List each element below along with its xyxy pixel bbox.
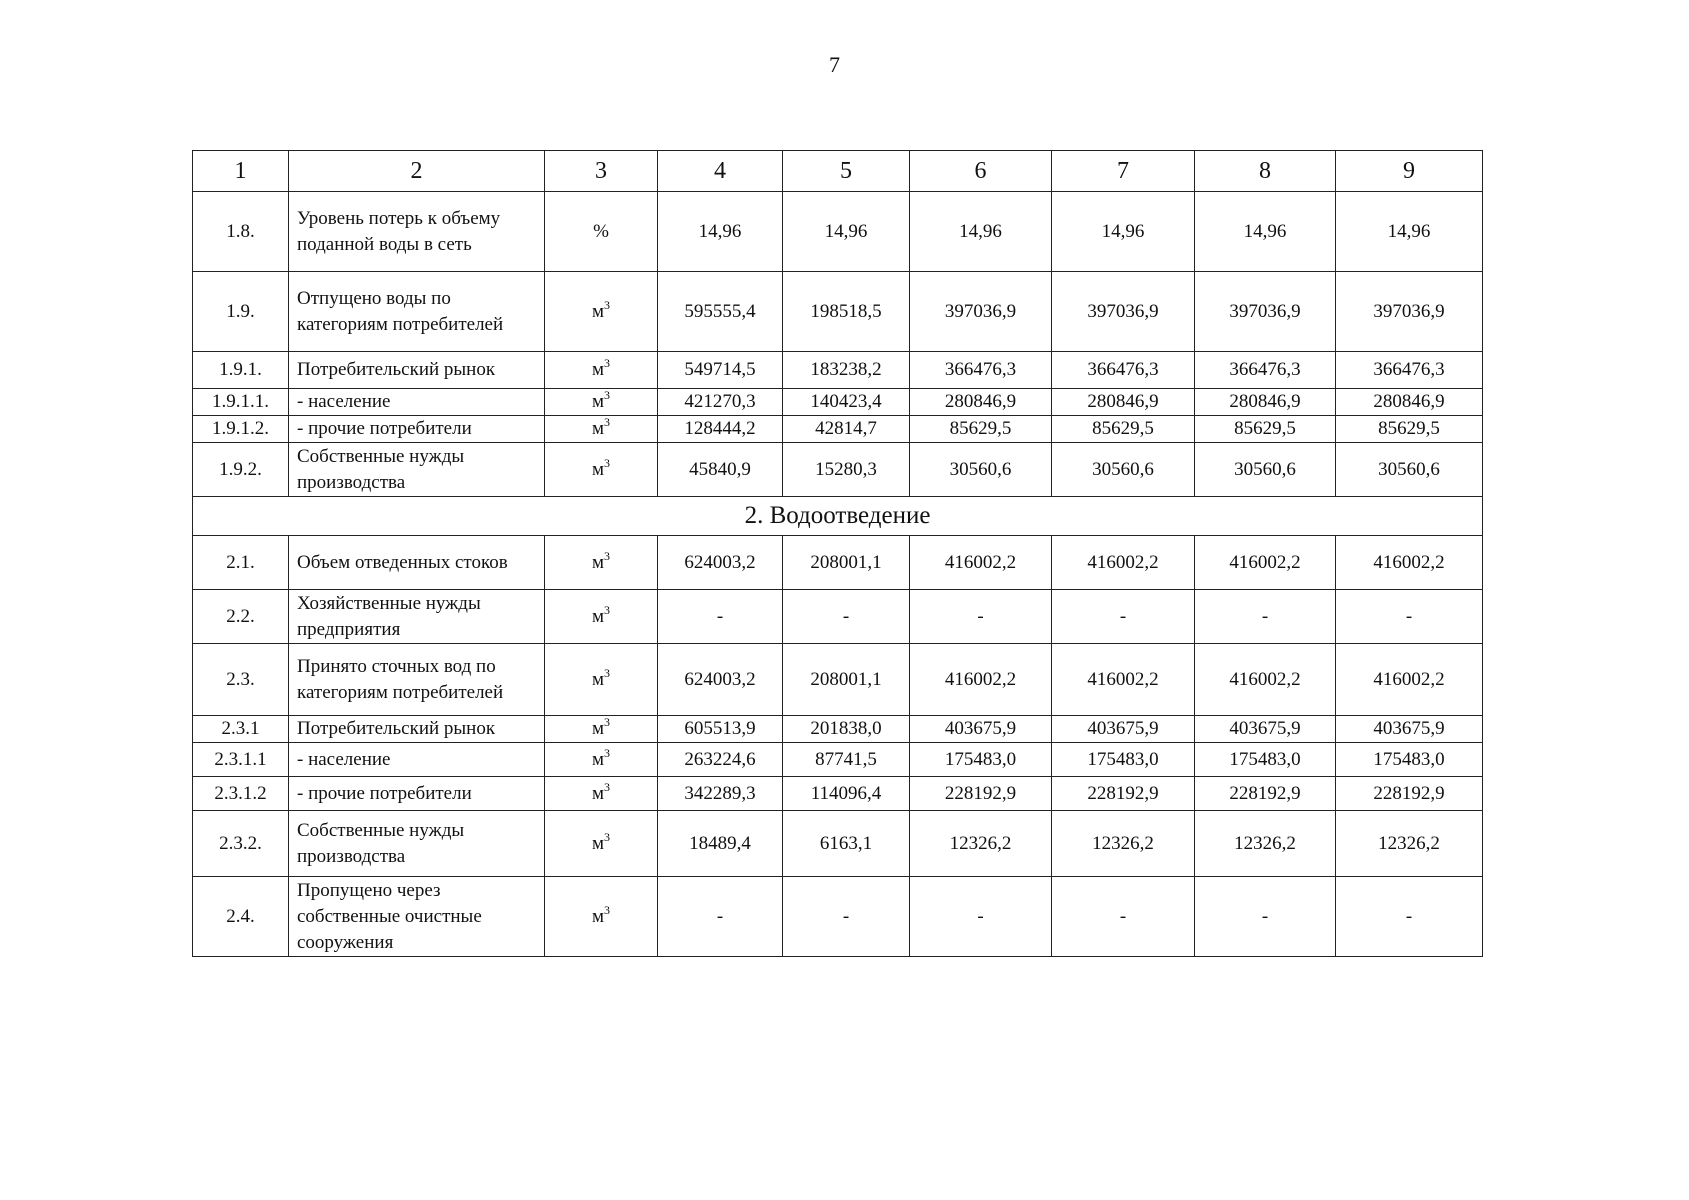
value-cell: 12326,2 bbox=[1052, 811, 1195, 877]
unit-text: м bbox=[591, 551, 605, 573]
unit-superscript: 3 bbox=[604, 829, 611, 844]
table-row bbox=[193, 590, 1483, 644]
value-cell: 280846,9 bbox=[1195, 389, 1336, 416]
value-cell: 114096,4 bbox=[783, 777, 910, 811]
value-cell: 30560,6 bbox=[1052, 443, 1195, 497]
value-cell: - bbox=[1336, 877, 1483, 957]
value-cell: 416002,2 bbox=[1195, 536, 1336, 590]
unit-text: м bbox=[591, 418, 605, 439]
unit-superscript: 3 bbox=[604, 902, 611, 917]
row-name: Потребительский рынок bbox=[289, 716, 545, 743]
header-cell: 9 bbox=[1336, 151, 1483, 192]
value-cell: 416002,2 bbox=[1052, 644, 1195, 716]
value-cell: 85629,5 bbox=[1052, 416, 1195, 443]
row-number: 2.2. bbox=[193, 590, 289, 644]
table-row bbox=[193, 272, 1483, 352]
unit-text: м bbox=[591, 905, 605, 927]
unit-text: м bbox=[591, 458, 605, 480]
value-cell: - bbox=[783, 590, 910, 644]
value-cell: 12326,2 bbox=[1336, 811, 1483, 877]
value-cell: 201838,0 bbox=[783, 716, 910, 743]
value-cell: 14,96 bbox=[1052, 192, 1195, 272]
value-cell: - bbox=[1052, 590, 1195, 644]
row-unit bbox=[545, 192, 658, 272]
value-cell: 14,96 bbox=[658, 192, 783, 272]
value-cell: 30560,6 bbox=[910, 443, 1052, 497]
row-unit bbox=[545, 272, 658, 352]
value-cell: 14,96 bbox=[783, 192, 910, 272]
value-cell: 128444,2 bbox=[658, 416, 783, 443]
value-cell: 183238,2 bbox=[783, 352, 910, 389]
unit-superscript: 3 bbox=[604, 745, 611, 760]
unit-superscript: 3 bbox=[604, 548, 611, 563]
unit-text: м bbox=[591, 718, 605, 739]
value-cell: 366476,3 bbox=[910, 352, 1052, 389]
header-cell: 8 bbox=[1195, 151, 1336, 192]
value-cell: 397036,9 bbox=[1336, 272, 1483, 352]
row-number: 2.3.2. bbox=[193, 811, 289, 877]
row-unit bbox=[545, 811, 658, 877]
unit-text: м bbox=[591, 391, 605, 412]
header-cell: 6 bbox=[910, 151, 1052, 192]
row-number: 2.1. bbox=[193, 536, 289, 590]
header-cell: 1 bbox=[193, 151, 289, 192]
value-cell: - bbox=[1195, 877, 1336, 957]
value-cell: 12326,2 bbox=[910, 811, 1052, 877]
unit-text: м bbox=[591, 748, 605, 770]
table-row bbox=[193, 389, 1483, 416]
table-row bbox=[193, 743, 1483, 777]
value-cell: 85629,5 bbox=[1195, 416, 1336, 443]
value-cell: 30560,6 bbox=[1195, 443, 1336, 497]
row-name: Уровень потерь к объему поданной воды в сеть bbox=[289, 192, 545, 272]
header-cell: 2 bbox=[289, 151, 545, 192]
value-cell: 416002,2 bbox=[1336, 536, 1483, 590]
row-number: 2.4. bbox=[193, 877, 289, 957]
value-cell: 14,96 bbox=[1336, 192, 1483, 272]
table-row bbox=[193, 192, 1483, 272]
value-cell: 403675,9 bbox=[1052, 716, 1195, 743]
value-cell: 366476,3 bbox=[1052, 352, 1195, 389]
header-cell: 4 bbox=[658, 151, 783, 192]
value-cell: 6163,1 bbox=[783, 811, 910, 877]
row-unit bbox=[545, 644, 658, 716]
value-cell: 228192,9 bbox=[1052, 777, 1195, 811]
value-cell: 87741,5 bbox=[783, 743, 910, 777]
unit-superscript: 3 bbox=[604, 356, 611, 370]
value-cell: 416002,2 bbox=[910, 536, 1052, 590]
row-unit bbox=[545, 777, 658, 811]
unit-superscript: 3 bbox=[604, 665, 611, 680]
row-number: 1.8. bbox=[193, 192, 289, 272]
unit-superscript: 3 bbox=[604, 297, 611, 312]
row-unit bbox=[545, 443, 658, 497]
value-cell: 175483,0 bbox=[1052, 743, 1195, 777]
value-cell: 42814,7 bbox=[783, 416, 910, 443]
table-header-row bbox=[193, 151, 1483, 192]
table-row bbox=[193, 811, 1483, 877]
value-cell: 397036,9 bbox=[1052, 272, 1195, 352]
row-name: Принято сточных вод по категориям потребителей bbox=[289, 644, 545, 716]
table-row bbox=[193, 877, 1483, 957]
row-unit bbox=[545, 743, 658, 777]
unit-text: м bbox=[591, 832, 605, 854]
value-cell: 397036,9 bbox=[1195, 272, 1336, 352]
value-cell: 403675,9 bbox=[1195, 716, 1336, 743]
row-number: 2.3.1 bbox=[193, 716, 289, 743]
table-row bbox=[193, 352, 1483, 389]
value-cell: 228192,9 bbox=[910, 777, 1052, 811]
value-cell: 228192,9 bbox=[1336, 777, 1483, 811]
table-row bbox=[193, 777, 1483, 811]
sewage-rows bbox=[193, 536, 1483, 957]
row-number: 2.3.1.1 bbox=[193, 743, 289, 777]
row-number: 2.3.1.2 bbox=[193, 777, 289, 811]
value-cell: 421270,3 bbox=[658, 389, 783, 416]
value-cell: 45840,9 bbox=[658, 443, 783, 497]
value-cell: 549714,5 bbox=[658, 352, 783, 389]
row-name: Собственные нужды производства bbox=[289, 443, 545, 497]
value-cell: 12326,2 bbox=[1195, 811, 1336, 877]
row-unit bbox=[545, 389, 658, 416]
value-cell: - bbox=[1336, 590, 1483, 644]
row-name: Потребительский рынок bbox=[289, 352, 545, 389]
value-cell: 140423,4 bbox=[783, 389, 910, 416]
value-cell: 30560,6 bbox=[1336, 443, 1483, 497]
value-cell: 280846,9 bbox=[1052, 389, 1195, 416]
header-cell: 3 bbox=[545, 151, 658, 192]
unit-superscript: 3 bbox=[604, 415, 611, 429]
value-cell: - bbox=[1195, 590, 1336, 644]
section-title: 2. Водоотведение bbox=[193, 497, 1483, 536]
value-cell: 14,96 bbox=[910, 192, 1052, 272]
value-cell: 416002,2 bbox=[910, 644, 1052, 716]
unit-superscript: 3 bbox=[604, 715, 611, 729]
value-cell: 624003,2 bbox=[658, 536, 783, 590]
row-name: - прочие потребители bbox=[289, 777, 545, 811]
row-name: - население bbox=[289, 743, 545, 777]
row-name: Отпущено воды по категориям потребителей bbox=[289, 272, 545, 352]
value-cell: 342289,3 bbox=[658, 777, 783, 811]
section-row bbox=[193, 497, 1483, 536]
water-supply-rows bbox=[193, 192, 1483, 497]
value-cell: 198518,5 bbox=[783, 272, 910, 352]
row-name: Хозяйственные нужды предприятия bbox=[289, 590, 545, 644]
value-cell: 403675,9 bbox=[910, 716, 1052, 743]
value-cell: 18489,4 bbox=[658, 811, 783, 877]
row-name: Собственные нужды производства bbox=[289, 811, 545, 877]
unit-text: % bbox=[593, 220, 609, 242]
row-name: Пропущено через собственные очистные сооружения bbox=[289, 877, 545, 957]
header-cell: 5 bbox=[783, 151, 910, 192]
value-cell: - bbox=[910, 590, 1052, 644]
table-row bbox=[193, 443, 1483, 497]
unit-superscript: 3 bbox=[604, 455, 611, 470]
row-name: - население bbox=[289, 389, 545, 416]
row-number: 1.9.1.1. bbox=[193, 389, 289, 416]
value-cell: 416002,2 bbox=[1195, 644, 1336, 716]
value-cell: 175483,0 bbox=[1195, 743, 1336, 777]
value-cell: 280846,9 bbox=[910, 389, 1052, 416]
value-cell: - bbox=[1052, 877, 1195, 957]
value-cell: 85629,5 bbox=[910, 416, 1052, 443]
unit-text: м bbox=[591, 782, 605, 804]
row-unit bbox=[545, 536, 658, 590]
row-number: 1.9. bbox=[193, 272, 289, 352]
value-cell: 228192,9 bbox=[1195, 777, 1336, 811]
row-name: - прочие потребители bbox=[289, 416, 545, 443]
header-cell: 7 bbox=[1052, 151, 1195, 192]
unit-superscript: 3 bbox=[604, 602, 611, 617]
table-row bbox=[193, 716, 1483, 743]
table-row bbox=[193, 644, 1483, 716]
row-unit bbox=[545, 716, 658, 743]
value-cell: 366476,3 bbox=[1336, 352, 1483, 389]
value-cell: 208001,1 bbox=[783, 536, 910, 590]
table-row bbox=[193, 416, 1483, 443]
value-cell: 416002,2 bbox=[1052, 536, 1195, 590]
value-cell: 397036,9 bbox=[910, 272, 1052, 352]
value-cell: 595555,4 bbox=[658, 272, 783, 352]
value-cell: 366476,3 bbox=[1195, 352, 1336, 389]
value-cell: 280846,9 bbox=[1336, 389, 1483, 416]
value-cell: 605513,9 bbox=[658, 716, 783, 743]
value-cell: 15280,3 bbox=[783, 443, 910, 497]
row-unit bbox=[545, 416, 658, 443]
value-cell: 85629,5 bbox=[1336, 416, 1483, 443]
value-cell: 14,96 bbox=[1195, 192, 1336, 272]
value-cell: 416002,2 bbox=[1336, 644, 1483, 716]
value-cell: 175483,0 bbox=[1336, 743, 1483, 777]
row-unit bbox=[545, 352, 658, 389]
value-cell: 263224,6 bbox=[658, 743, 783, 777]
unit-superscript: 3 bbox=[604, 779, 611, 794]
unit-superscript: 3 bbox=[604, 388, 611, 402]
value-cell: - bbox=[658, 590, 783, 644]
value-cell: - bbox=[658, 877, 783, 957]
row-unit bbox=[545, 590, 658, 644]
table-row bbox=[193, 536, 1483, 590]
value-cell: 403675,9 bbox=[1336, 716, 1483, 743]
row-number: 1.9.1. bbox=[193, 352, 289, 389]
value-cell: - bbox=[783, 877, 910, 957]
row-number: 2.3. bbox=[193, 644, 289, 716]
row-unit bbox=[545, 877, 658, 957]
unit-text: м bbox=[591, 668, 605, 690]
row-number: 1.9.2. bbox=[193, 443, 289, 497]
value-cell: 208001,1 bbox=[783, 644, 910, 716]
unit-text: м bbox=[591, 300, 605, 322]
page-number: 7 bbox=[829, 52, 840, 77]
unit-text: м bbox=[591, 605, 605, 627]
row-name: Объем отведенных стоков bbox=[289, 536, 545, 590]
value-cell: 624003,2 bbox=[658, 644, 783, 716]
data-table bbox=[192, 150, 1483, 957]
value-cell: 175483,0 bbox=[910, 743, 1052, 777]
unit-text: м bbox=[591, 359, 605, 380]
row-number: 1.9.1.2. bbox=[193, 416, 289, 443]
value-cell: - bbox=[910, 877, 1052, 957]
